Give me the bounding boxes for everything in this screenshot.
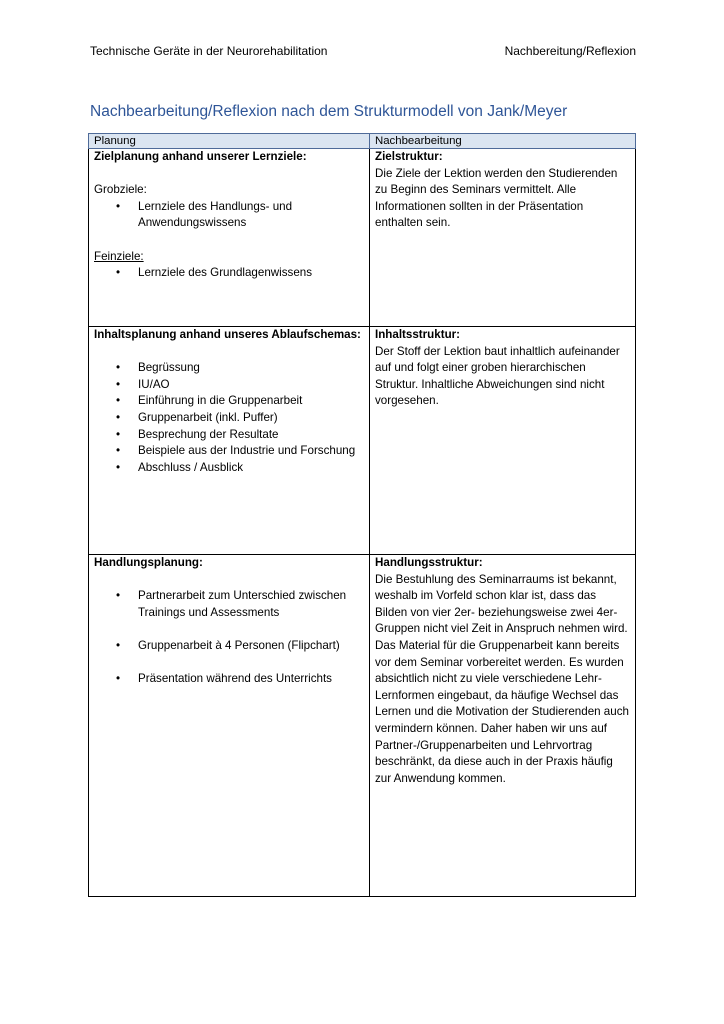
cell-heading: Inhaltsstruktur: (375, 328, 461, 341)
page-header (90, 44, 636, 58)
list-item: • Gruppenarbeit à 4 Personen (Flipchart) (138, 638, 365, 655)
list-item: • Abschluss / Ausblick (138, 460, 365, 477)
list-item: • Lernziele des Grundlagenwissens (138, 265, 365, 282)
list-item: • IU/AO (138, 377, 365, 394)
list-item: • Partnerarbeit zum Unterschied zwischen Trainings und Assessments (138, 588, 365, 621)
list-item: • Lernziele des Handlungs- und Anwendungswissens (138, 199, 365, 232)
cell-text: Der Stoff der Lektion baut inhaltlich aufeinander auf und folgt einer groben hierarchischen Struktur. Inhaltliche Abweichungen sind nicht vorgesehen. (375, 344, 620, 408)
list-item: • Besprechung der Resultate (138, 427, 365, 444)
feinziele-list (94, 265, 365, 282)
header-right-text: Nachbereitung/Reflexion (504, 44, 636, 58)
cell-zielstruktur (370, 149, 636, 327)
header-left-text: Technische Geräte in der Neurorehabilitation (90, 44, 328, 58)
table-row (89, 555, 636, 897)
cell-text: Die Bestuhlung des Seminarraums ist bekannt, weshalb im Vorfeld schon klar ist, dass das Bilden von vier 2er- beziehungsweise zwei 4er-Gruppen nicht viel Zeit in Anspruch nehmen wird. Das Material für die Gruppenarbeit kann bereits vor dem Seminar vorbereitet werden. Es wurden absichtlich nicht zu viele verschiedene Lehr-Lernformen eingebaut, da häufige Wechsel das Lernen und die Motivation der Studierenden auch vermindern können. Daher haben wir uns auf Partner-/Gruppenarbeiten und Lehrvortrag beschränkt, da diese auch in der Praxis häufig zur Anwendung kommen. (375, 572, 629, 785)
handlungsplanung-list (94, 588, 365, 688)
list-item: • Einführung in die Gruppenarbeit (138, 393, 365, 410)
list-item: • Begrüssung (138, 360, 365, 377)
table-row (89, 327, 636, 555)
grobziele-list (94, 199, 365, 232)
cell-heading: Handlungsstruktur: (375, 556, 483, 569)
ablaufschema-list (94, 360, 365, 476)
cell-inhaltsstruktur (370, 327, 636, 555)
cell-heading: Handlungsplanung: (94, 556, 203, 569)
list-item: • Gruppenarbeit (inkl. Puffer) (138, 410, 365, 427)
cell-handlungsstruktur (370, 555, 636, 897)
list-item: • Beispiele aus der Industrie und Forschung (138, 443, 365, 460)
cell-zielplanung (89, 149, 370, 327)
column-header-nachbearbeitung: Nachbearbeitung (370, 134, 636, 149)
table-row (89, 149, 636, 327)
column-header-planung: Planung (89, 134, 370, 149)
cell-handlungsplanung (89, 555, 370, 897)
structure-table (88, 133, 636, 897)
cell-inhaltsplanung (89, 327, 370, 555)
cell-heading: Inhaltsplanung anhand unseres Ablaufschemas: (94, 328, 361, 341)
document-title: Nachbearbeitung/Reflexion nach dem Strukturmodell von Jank/Meyer (90, 103, 568, 120)
table-header-row (89, 134, 636, 149)
cell-text: Die Ziele der Lektion werden den Studierenden zu Beginn des Seminars vermittelt. Alle Informationen sollten in der Präsentation enthalten sein. (375, 166, 618, 230)
list-item: • Präsentation während des Unterrichts (138, 671, 365, 688)
cell-heading: Zielstruktur: (375, 150, 443, 163)
feinziele-label: Feinziele: (94, 249, 144, 263)
cell-heading: Zielplanung anhand unserer Lernziele: (94, 150, 307, 163)
grobziele-label: Grobziele: (94, 183, 147, 197)
